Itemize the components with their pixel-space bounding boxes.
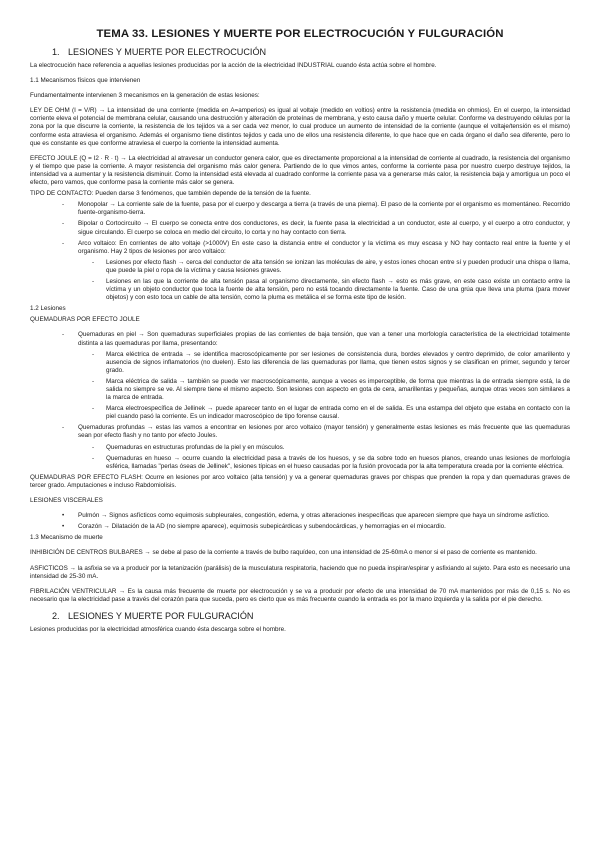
paragraph: Fundamentalmente intervienen 3 mecanismos en la generación de estas lesiones: [30,92,260,100]
list-item-text: Pulmón → Signos asfícticos como equimosis subpleurales, congestión, edema, y otras alteraciones inespecíficas que aparecen siempre que haya un síndrome asfíctico. [78,512,550,520]
list-item [30,240,570,303]
paragraph-asphyxia: ASFICTICOS → la asfixia se va a producir por la tetanización (parálisis) de la musculatura respiratoria, haciendo que no pueda inspirar/espirar y asfixiando al sujeto. Para esto es necesario una intensidad de 25-30 mA. [30,564,570,580]
paragraph-flash: QUEMADURAS POR EFECTO FLASH: Ocurre en lesiones por arco voltaico (alta tensión) y va a generar quemaduras graves por chispas que prenden la ropa y dan quemaduras graves de tercer grado. Amputaciones e incluso Rabdomiolisis. [30,473,570,489]
intro-paragraph: La electrocución hace referencia a aquellas lesiones producidas por la acción de la electricidad INDUSTRIAL cuando ésta actúa sobre el hombre. [30,62,437,69]
subsection-heading: 1.3 Mecanismo de muerte [30,534,103,542]
list-item [78,351,570,375]
list-item-text: Marca eléctrica de entrada → se identifica macroscópicamente por ser lesiones de consistencia dura, bordes elevados y centro deprimido, de color amarillento y ausencia de signos inflamatorios (no duelen). Esto las diferencia de las quemaduras por llama, que tienen estos signos y se clasifican en primer, segundo y tercer grado. [106,350,570,374]
arc-lesion-list [78,259,570,302]
dash-marker: - [92,277,95,285]
list-item [78,259,570,275]
joule-burn-list [30,331,570,470]
paragraph-contact: TIPO DE CONTACTO: Pueden darse 3 fenómenos, que también depende de la tensión de la fuente. [30,190,311,198]
list-item [78,405,570,421]
paragraph-fibrillation: FIBRILACIÓN VENTRICULAR → Es la causa más frecuente de muerte por electrocución y se va a producir por efecto de una intensidad de 70 mA mantenidos por más de 0,15 s. No es necesario que la electricidad pase a través del corazón para que suceda, pero es cierto que es más frecuente cuando la entrada es por la mano izquierda y la salida por el pie derecho. [30,587,570,603]
bullet-marker: • [62,523,65,531]
section-number: 2. [52,610,60,621]
list-item [78,455,570,471]
list-item [30,331,570,421]
list-item-text: Quemaduras profundas → estas las vamos a encontrar en lesiones por arco voltaico (mayor tensión) y generalmente estas lesiones es más frecuente que las quemaduras sean por efecto flash y no tanto por efecto Joules. [78,424,570,440]
paragraph-bulbar: INHIBICIÓN DE CENTROS BULBARES → se debe al paso de la corriente a través de bulbo raquídeo, con una intensidad de 25-60mA o menor si el paso de corriente es mantenido. [30,549,537,557]
dash-marker: - [92,443,95,451]
list-item-text: Marca eléctrica de salida → también se puede ver macroscópicamente, aunque a veces es imperceptible, de forma que mientras la de entrada siempre está, la de salida no siempre se ve. Al siempre tiene el mismo aspecto. Son lesiones con aspecto en gota de cera, amarillentas y pequeñas, aunque otras veces son similares a la marca de entrada. [106,377,570,402]
section-heading-2 [30,611,570,621]
list-item-text: Quemaduras en estructuras profundas de la piel y en músculos. [106,443,285,451]
subsection-heading: 1.1 Mecanismos físicos que intervienen [30,77,141,85]
list-item-text: Lesiones por efecto flash → cerca del conductor de alta tensión se ionizan las moléculas de aire, y estos iones chocan entre sí y pueden producir una chispa o llama, que puede la piel o ropa de la víctima y causa lesiones graves. [106,258,570,274]
contact-type-list [30,201,570,302]
list-item [78,444,570,452]
paragraph-ohm: LEY DE OHM (I = V/R) → La intensidad de una corriente (medida en A=amperios) es igual al voltaje (medido en voltios) entre la resistencia (medida en ohmios). En el cuerpo, la intensidad corriente eleva el potencial de membrana celular, causando una destrucción y alteración de proteínas de membrana, y esto causa daño y muerte celular. Conforme va destruyendo células por la zona por la que discurre la corriente, la resistencia de los tejidos va a ser cada vez menor, lo cual produce un aumento de intensidad de la corriente (aunque el voltaje/tensión es el mismo) conforme esta atraviesa el organismo. Además el organismo tiene distintos tejidos y cada uno de ellos una resistencia diferente, lo que hace que en cada órgano el daño sea diferente, pero lo que es constante es que conforme atraviesa el cuerpo la corriente la intensidad aumenta. [30,107,570,147]
list-item-text: Quemaduras en piel → Son quemaduras superficiales propias de las corrientes de baja tensión, que van a tener una morfología característica de la electricidad totalmente distinta a las quemaduras por llama, presentando: [78,331,570,347]
bullet-marker: • [62,512,65,520]
document-title: TEMA 33. LESIONES Y MUERTE POR ELECTROCUCIÓN Y FULGURACIÓN [96,28,504,40]
section-title: LESIONES Y MUERTE POR FULGURACIÓN [68,610,254,621]
dash-marker: - [92,405,95,413]
dash-marker: - [92,454,95,462]
dash-marker: - [92,258,95,266]
list-item [30,201,570,217]
dash-marker: - [62,424,65,432]
visceral-lesion-list [30,512,570,531]
list-item-text: Marca electroespecífica de Jellinek → puede aparecer tanto en el lugar de entrada como en el de salida. Es una estampa del objeto que estaba en contacto con la piel cuando pasó la corriente. Es un indicador macroscópico de tipo forense causal. [106,405,570,421]
dash-marker: - [62,201,65,209]
dash-marker: - [62,239,65,247]
list-item-text: Bipolar o Cortocircuito → El cuerpo se conecta entre dos conductores, es decir, la fuente pasa la electricidad a un conductor, este al cuerpo, y el cuerpo a otro conductor, y sigue circulando. El cuerpo se coloca en medio del circuito, lo corta y no hay contacto con tierra. [78,220,570,236]
paragraph-joule: EFECTO JOULE (Q = I2 · R · t) → La electricidad al atravesar un conductor genera calor, que es directamente proporcional a la intensidad de corriente al cuadrado, la resistencia del organismo y el tiempo que pase la corriente. A mayor resistencia del organismo más calor genera. Partiendo de lo que vimos antes, conforme la corriente pasa por nuestro cuerpo destruye tejidos, la intensidad va a aumentar y la resistencia disminuir. Como la intensidad está elevada al cuadrado conforme la corriente pasa va a generarse más calor, la resistencia baja y amortigua un poco el efecto, pero vamos, que conforme pasa la corriente más calor se genera. [30,154,570,187]
list-item-text: Lesiones en las que la corriente de alta tensión pasa al organismo directamente, sin efecto flash → esto es más grave, en este caso existe un contacto entre la víctima y un objeto conductor que toca la fuente de alta tensión, pero no está tocando directamente la fuente. Caso de una grúa que lleva una pluma (para mover objetos) y con esto toca un cable de alta tensión, como la pluma es metálica el se forma este tipo de lesión. [106,277,570,302]
dash-marker: - [92,377,95,385]
skin-burn-list [78,351,570,422]
list-item [78,278,570,302]
section-title: LESIONES Y MUERTE POR ELECTROCUCIÓN [68,47,267,57]
subsection-subheading: QUEMADURAS POR EFECTO JOULE [30,316,140,324]
list-item [30,424,570,470]
dash-marker: - [62,331,65,339]
list-item-text: Corazón → Dilatación de la AD (no siempre aparece), equimosis subepicárdicas y subendocárdicas, y hemorragias en el miocardio. [78,523,446,531]
subsection-subheading: LESIONES VISCERALES [30,497,103,505]
paragraph: Lesiones producidas por la electricidad atmosférica cuando ésta descarga sobre el hombre. [30,625,286,633]
list-item-text: Monopolar → La corriente sale de la fuente, pasa por el cuerpo y descarga a tierra (a través de una pierna). El paso de la corriente por el organismo es momentáneo. Recorrido fuente-organismo-tierra. [78,201,570,217]
list-item [78,378,570,402]
list-item-text: Arco voltaico: En corrientes de alto voltaje (>1000V) En este caso la distancia entre el conductor y la víctima es muy escasa y NO hay contacto real entre la fuente y el organismo. Hay 2 tipos de lesiones por arco voltaico: [78,239,570,255]
section-heading-1 [30,47,570,57]
dash-marker: - [62,220,65,228]
section-number: 1. [52,47,60,57]
list-item [30,523,570,531]
deep-burn-list [78,444,570,471]
list-item [30,512,570,520]
dash-marker: - [92,350,95,358]
subsection-heading: 1.2 Lesiones [30,305,66,313]
list-item [30,220,570,236]
list-item-text: Quemaduras en hueso → ocurre cuando la electricidad pasa a través de los huesos, y se da sobre todo en huesos planos, creando unas lesiones de morfología esférica, llamadas "perlas óseas de Jellinek", lesiones típicas en el hueso causadas por la fusión provocada por la alta temperatura creada por la corriente eléctrica. [106,454,570,470]
